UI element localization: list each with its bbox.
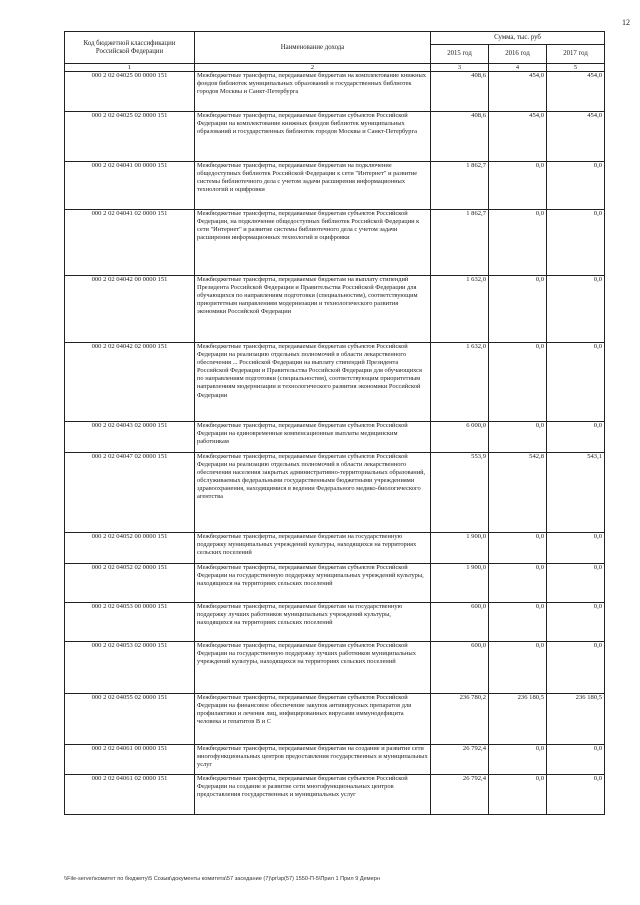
row-name: Межбюджетные трансферты, передаваемые бюджетам субъектов Российской Федерации на финансовое обеспечение закупок антивирусных препаратов для профилактики и лечения лиц, инфицированных вирусами иммунодефицита человека и гепатитов В и С [195,694,431,745]
row-value-2015: 1 900,0 [431,564,489,603]
header-sum: Сумма, тыс. руб [431,32,605,45]
row-value-2016: 0,0 [489,642,547,694]
table-row [65,112,605,162]
row-name: Межбюджетные трансферты, передаваемые бюджетам субъектов Российской Федерации на единовременные компенсационные выплаты медицинским работникам [195,422,431,453]
row-value-2016: 0,0 [489,603,547,642]
budget-revenue-table [64,31,605,815]
row-value-2015: 6 000,0 [431,422,489,453]
row-value-2015: 408,6 [431,72,489,112]
header-code: Код бюджетной классификации Российской Федерации [65,32,195,64]
row-name: Межбюджетные трансферты, передаваемые бюджетам субъектов Российской Федерации на государственную поддержку лучших работников муниципальных учреждений культуры, находящихся на территориях сельских поселений [195,642,431,694]
column-number: 5 [547,64,605,72]
row-name: Межбюджетные трансферты, передаваемые бюджетам субъектов Российской Федерации на создание и развитие сети многофункциональных центров предоставления государственных и муниципальных услуг [195,775,431,815]
row-value-2016: 0,0 [489,745,547,775]
table-row [65,276,605,343]
row-value-2017: 543,1 [547,453,605,533]
table-row [65,162,605,210]
table-row [65,564,605,603]
row-value-2016: 236 180,5 [489,694,547,745]
row-value-2017: 0,0 [547,343,605,422]
row-code: 000 2 02 04061 02 0000 151 [65,775,195,815]
row-value-2017: 0,0 [547,775,605,815]
row-value-2017: 0,0 [547,603,605,642]
row-value-2017: 0,0 [547,745,605,775]
table-row [65,422,605,453]
row-value-2016: 0,0 [489,775,547,815]
row-code: 000 2 02 04042 00 0000 151 [65,276,195,343]
row-value-2016: 454,0 [489,72,547,112]
row-name: Межбюджетные трансферты, передаваемые бюджетам на государственную поддержку муниципальных учреждений культуры, находящихся на территориях сельских поселений [195,533,431,564]
row-value-2017: 0,0 [547,162,605,210]
row-value-2017: 0,0 [547,642,605,694]
table-row [65,603,605,642]
row-code: 000 2 02 04047 02 0000 151 [65,453,195,533]
row-value-2015: 1 900,0 [431,533,489,564]
row-name: Межбюджетные трансферты, передаваемые бюджетам субъектов Российской Федерации, на подключение общедоступных библиотек Российской Федерации к сети "Интернет" и развитие системы библиотечного дела с учетом задачи расширения информационных технологий и оцифровки [195,210,431,276]
row-value-2016: 0,0 [489,276,547,343]
row-name: Межбюджетные трансферты, передаваемые бюджетам субъектов Российской Федерации на государственную поддержку муниципальных учреждений культуры, находящихся на территориях сельских поселений [195,564,431,603]
table-row [65,343,605,422]
table-row [65,533,605,564]
row-value-2016: 0,0 [489,564,547,603]
row-name: Межбюджетные трансферты, передаваемые бюджетам на государственную поддержку лучших работников муниципальных учреждений культуры, находящихся на территориях сельских поселений [195,603,431,642]
row-value-2016: 0,0 [489,162,547,210]
row-value-2017: 0,0 [547,276,605,343]
row-name: Межбюджетные трансферты, передаваемые бюджетам на подключение общедоступных библиотек Российской Федерации к сети "Интернет" и развитие системы библиотечного дела с учетом задачи расширения информационных технологий и оцифровки [195,162,431,210]
row-value-2017: 454,0 [547,72,605,112]
row-value-2017: 0,0 [547,533,605,564]
row-value-2016: 454,0 [489,112,547,162]
row-code: 000 2 02 04053 02 0000 151 [65,642,195,694]
row-code: 000 2 02 04043 02 0000 151 [65,422,195,453]
table-row [65,642,605,694]
row-value-2015: 26 792,4 [431,775,489,815]
row-name: Межбюджетные трансферты, передаваемые бюджетам субъектов Российской Федерации на реализацию отдельных полномочий в области лекарственного обеспечения ... Российской Федерации на выплату стипендий Президента Российской Федерации и Правительства Российской Федерации для обучающихся по направлениям подготовки (специальностям), соответствующим приоритетным направлениям модернизации и технологического развития экономики Российской Федерации [195,343,431,422]
header-year-2016: 2016 год [489,45,547,64]
row-code: 000 2 02 04061 00 0000 151 [65,745,195,775]
page-number: 12 [622,18,630,27]
row-value-2015: 600,0 [431,642,489,694]
row-value-2015: 553,9 [431,453,489,533]
table-row [65,210,605,276]
row-code: 000 2 02 04042 02 0000 151 [65,343,195,422]
header-name: Наименование дохода [195,32,431,64]
row-value-2016: 0,0 [489,210,547,276]
row-value-2015: 600,0 [431,603,489,642]
row-code: 000 2 02 04052 00 0000 151 [65,533,195,564]
header-year-2015: 2015 год [431,45,489,64]
row-value-2015: 1 862,7 [431,162,489,210]
row-name: Межбюджетные трансферты, передаваемые бюджетам на комплектование книжных фондов библиотек муниципальных образований и государственных библиотек городов Москвы и Санкт-Петербурга [195,72,431,112]
row-value-2016: 0,0 [489,533,547,564]
row-code: 000 2 02 04025 00 0000 151 [65,72,195,112]
row-name: Межбюджетные трансферты, передаваемые бюджетам субъектов Российской Федерации на комплектование книжных фондов библиотек муниципальных образований и государственных библиотек городов Москвы и Санкт-Петербурга [195,112,431,162]
column-number: 4 [489,64,547,72]
row-code: 000 2 02 04041 00 0000 151 [65,162,195,210]
row-value-2017: 236 180,5 [547,694,605,745]
row-name: Межбюджетные трансферты, передаваемые бюджетам на создание и развитие сети многофункциональных центров предоставления государственных и муниципальных услуг [195,745,431,775]
table-row [65,453,605,533]
row-value-2015: 236 780,2 [431,694,489,745]
table-row [65,775,605,815]
column-number: 2 [195,64,431,72]
row-value-2015: 408,6 [431,112,489,162]
table-row [65,745,605,775]
table-row [65,694,605,745]
row-value-2016: 0,0 [489,422,547,453]
row-value-2015: 1 862,7 [431,210,489,276]
row-value-2015: 26 792,4 [431,745,489,775]
column-number-row [65,64,605,72]
row-value-2017: 0,0 [547,210,605,276]
row-code: 000 2 02 04041 02 0000 151 [65,210,195,276]
footer-file-path: \\File-server\комитет по бюджету\5 Созыв\документы комитета\57 заседание (7)\pr\зр(57) 1550-П-5\Прил 1 Прил 9 Демерн [64,876,380,882]
row-code: 000 2 02 04055 02 0000 151 [65,694,195,745]
row-value-2017: 454,0 [547,112,605,162]
row-value-2015: 1 632,0 [431,276,489,343]
column-number: 1 [65,64,195,72]
row-value-2016: 0,0 [489,343,547,422]
table-row [65,72,605,112]
row-code: 000 2 02 04052 02 0000 151 [65,564,195,603]
row-code: 000 2 02 04025 02 0000 151 [65,112,195,162]
row-value-2017: 0,0 [547,564,605,603]
row-value-2016: 542,8 [489,453,547,533]
row-name: Межбюджетные трансферты, передаваемые бюджетам на выплату стипендий Президента Российской Федерации и Правительства Российской Федерации для обучающихся по направлениям подготовки (специальностям), соответствующим приоритетным направлениям модернизации и технологического развития экономики Российской Федерации [195,276,431,343]
row-value-2017: 0,0 [547,422,605,453]
row-value-2015: 1 632,0 [431,343,489,422]
row-code: 000 2 02 04053 00 0000 151 [65,603,195,642]
header-year-2017: 2017 год [547,45,605,64]
column-number: 3 [431,64,489,72]
row-name: Межбюджетные трансферты, передаваемые бюджетам субъектов Российской Федерации на реализацию отдельных полномочий в области лекарственного обеспечения населения закрытых административно-территориальных образований, обслуживаемых федеральными государственными бюджетными учреждениями здравоохранения, находящимися в ведении Федерального медико-биологического агентства [195,453,431,533]
